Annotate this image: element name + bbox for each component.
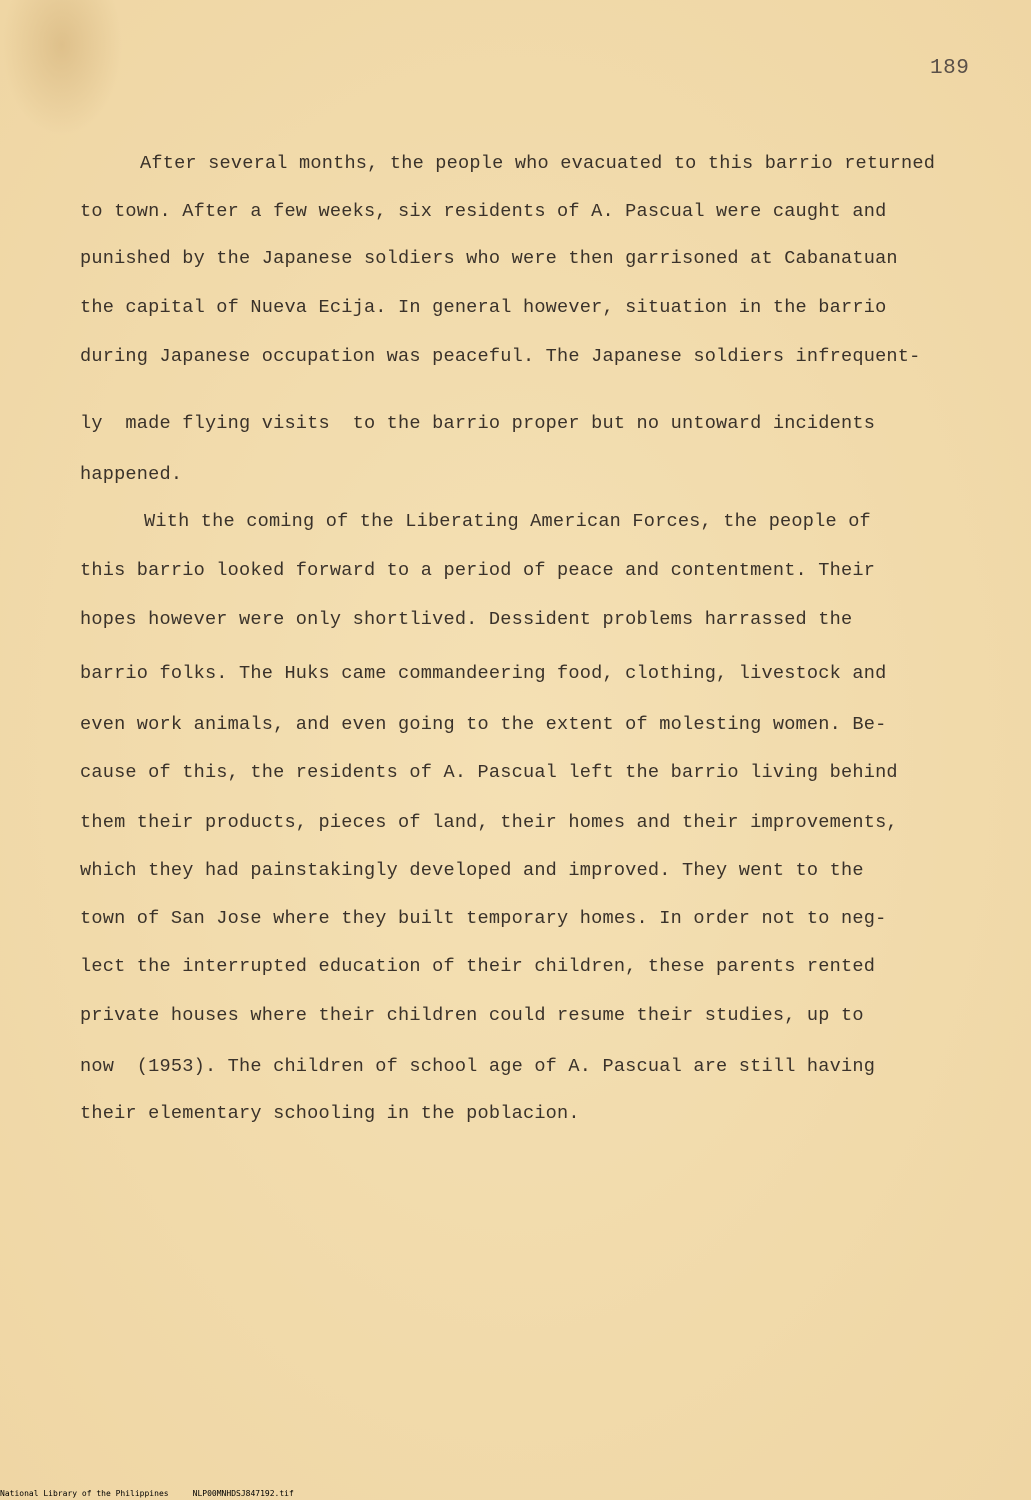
text-line: which they had painstakingly developed and improved. They went to the xyxy=(80,860,864,881)
page-number: 189 xyxy=(930,57,970,80)
text-line: hopes however were only shortlived. Dessident problems harrassed the xyxy=(80,609,853,630)
text-line: ly made flying visits to the barrio proper but no untoward incidents xyxy=(80,413,876,434)
text-line: their elementary schooling in the poblacion. xyxy=(80,1103,580,1124)
text-line: now (1953). The children of school age of A. Pascual are still having xyxy=(80,1056,876,1077)
text-line: private houses where their children could resume their studies, up to xyxy=(80,1005,864,1026)
text-line: even work animals, and even going to the extent of molesting women. Be- xyxy=(80,714,887,735)
text-line: the capital of Nueva Ecija. In general however, situation in the barrio xyxy=(80,297,887,318)
text-line: happened. xyxy=(80,464,183,485)
text-line: After several months, the people who evacuated to this barrio returned xyxy=(140,153,936,174)
text-line: during Japanese occupation was peaceful. The Japanese soldiers infrequent- xyxy=(80,346,921,367)
text-line: to town. After a few weeks, six residents of A. Pascual were caught and xyxy=(80,201,887,222)
text-line: lect the interrupted education of their children, these parents rented xyxy=(80,956,876,977)
text-line: cause of this, the residents of A. Pascual left the barrio living behind xyxy=(80,762,898,783)
text-line: them their products, pieces of land, their homes and their improvements, xyxy=(80,812,898,833)
text-line: town of San Jose where they built temporary homes. In order not to neg- xyxy=(80,908,887,929)
text-line: this barrio looked forward to a period of peace and contentment. Their xyxy=(80,560,876,581)
text-line: With the coming of the Liberating American Forces, the people of xyxy=(144,511,871,532)
scan-footer: National Library of the Philippines NLP00MNHDSJ847192.tif xyxy=(0,1489,294,1498)
text-line: barrio folks. The Huks came commandeering food, clothing, livestock and xyxy=(80,663,887,684)
text-line: punished by the Japanese soldiers who were then garrisoned at Cabanatuan xyxy=(80,248,898,269)
